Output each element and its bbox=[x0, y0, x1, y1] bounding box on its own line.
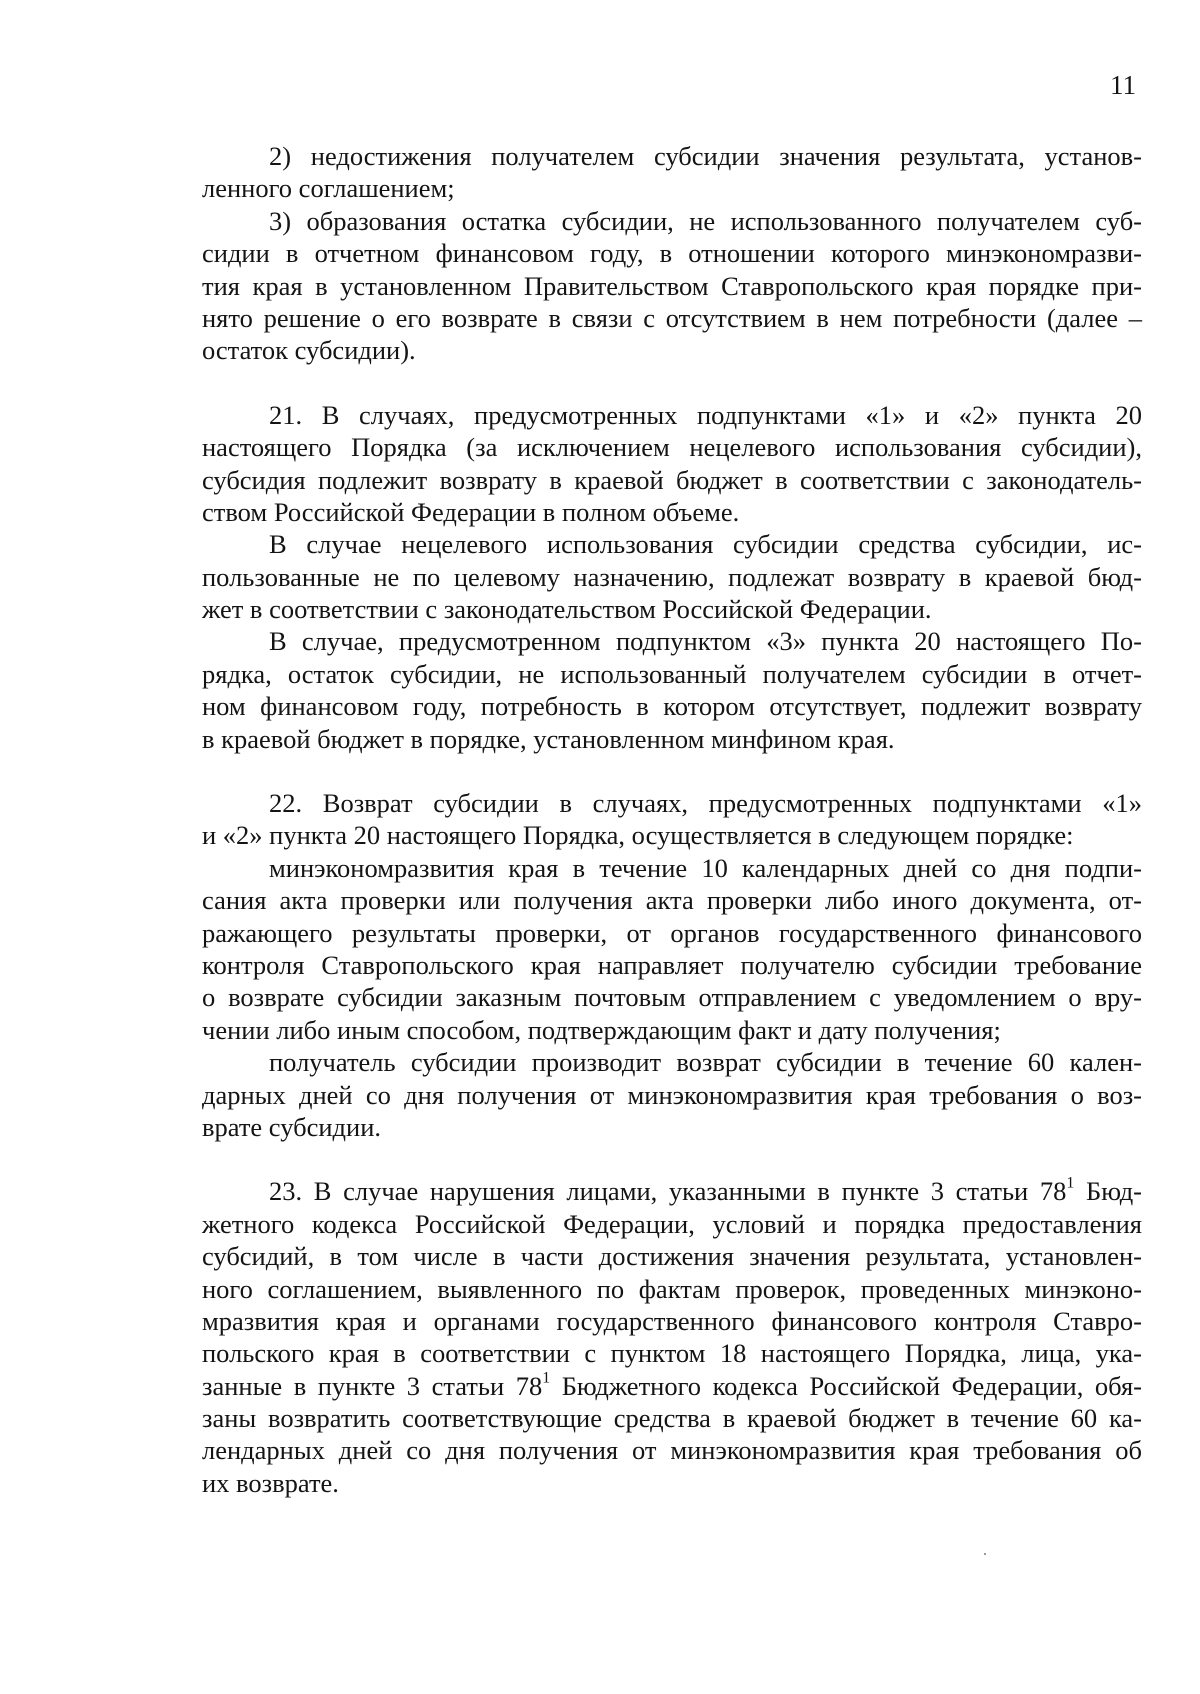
text-line: В случае, предусмотренном подпунктом «3» пункта 20 настоящего По- bbox=[269, 626, 1142, 657]
text-line: пользованные не по целевому назначению, подлежат возврату в краевой бюд- bbox=[202, 561, 1142, 592]
text-line: нято решение о его возврате в связи с отсутствием в нем потребности (далее – bbox=[202, 302, 1142, 333]
text-line: 21. В случаях, предусмотренных подпунктами «1» и «2» пункта 20 bbox=[269, 399, 1142, 430]
text-line: 23. В случае нарушения лицами, указанными в пункте 3 статьи $78^1$ Бюд- bbox=[269, 1174, 1142, 1207]
paragraph-gap bbox=[202, 367, 1142, 399]
text-line: их возврате. bbox=[202, 1467, 339, 1498]
text-line: занные в пункте 3 статьи $78^1$ Бюджетного кодекса Российской Федерации, обя- bbox=[202, 1368, 1142, 1401]
paragraph-item-3 bbox=[202, 205, 1142, 367]
paragraph-clause-21 bbox=[202, 399, 1142, 529]
text-line: ражающего результаты проверки, от органов государственного финансового bbox=[202, 917, 1142, 948]
paragraph-clause-21-remainder bbox=[202, 625, 1142, 755]
text-line: и «2» пункта 20 настоящего Порядка, осуществляется в следующем порядке: bbox=[202, 820, 1074, 851]
text-line: дарных дней со дня получения от минэкономразвития края требования о воз- bbox=[202, 1079, 1142, 1110]
page-number: 11 bbox=[1110, 70, 1136, 100]
paragraph-gap bbox=[202, 1143, 1142, 1175]
paragraph-gap bbox=[202, 755, 1142, 787]
scan-speck bbox=[984, 1553, 986, 1555]
paragraph-clause-22 bbox=[202, 787, 1142, 852]
text-line: польского края в соответствии с пунктом 18 настоящего Порядка, лица, ука- bbox=[202, 1338, 1142, 1369]
text-line: В случае нецелевого использования субсидии средства субсидии, ис- bbox=[269, 529, 1142, 560]
text-line: врате субсидии. bbox=[202, 1111, 382, 1142]
paragraph-clause-22-recipient bbox=[202, 1046, 1142, 1143]
text-line: 2) недостижения получателем субсидии значения результата, установ- bbox=[269, 141, 1142, 171]
text-line: ством Российской Федерации в полном объеме. bbox=[202, 496, 740, 527]
text-line: субсидия подлежит возврату в краевой бюджет в соответствии с законодатель- bbox=[202, 464, 1142, 495]
text-line: остаток субсидии). bbox=[202, 335, 416, 366]
document-body bbox=[202, 140, 1142, 1499]
text-line: ленного соглашением; bbox=[202, 173, 455, 204]
text-line: контроля Ставропольского края направляет получателю субсидии требование bbox=[202, 949, 1142, 980]
text-line: тия края в установленном Правительством Ставропольского края порядке при- bbox=[202, 270, 1142, 301]
paragraph-clause-21-misuse bbox=[202, 528, 1142, 625]
text-line: субсидий, в том числе в части достижения значения результата, установлен- bbox=[202, 1241, 1142, 1272]
text-line: сидии в отчетном финансовом году, в отношении которого минэкономразви- bbox=[202, 238, 1142, 269]
text-line: мразвития края и органами государственного финансового контроля Ставро- bbox=[202, 1305, 1142, 1336]
text-line: чении либо иным способом, подтверждающим факт и дату получения; bbox=[202, 1014, 1001, 1045]
text-line: 22. Возврат субсидии в случаях, предусмотренных подпунктами «1» bbox=[269, 788, 1142, 819]
text-line: рядка, остаток субсидии, не использованный получателем субсидии в отчет- bbox=[202, 658, 1142, 689]
paragraph-item-2 bbox=[202, 140, 1142, 205]
text-line: получатель субсидии производит возврат субсидии в течение 60 кален- bbox=[269, 1047, 1142, 1078]
text-line: 3) образования остатка субсидии, не использованного получателем суб- bbox=[269, 205, 1142, 236]
text-line: жет в соответствии с законодательством Российской Федерации. bbox=[202, 594, 932, 625]
text-line: лендарных дней со дня получения от минэкономразвития края требования об bbox=[202, 1435, 1142, 1466]
text-line: о возврате субсидии заказным почтовым отправлением с уведомлением о вру- bbox=[202, 982, 1142, 1013]
text-line: сания акта проверки или получения акта проверки либо иного документа, от- bbox=[202, 885, 1142, 916]
text-line: заны возвратить соответствующие средства в краевой бюджет в течение 60 ка- bbox=[202, 1403, 1142, 1434]
text-line: минэкономразвития края в течение 10 календарных дней со дня подпи- bbox=[269, 852, 1142, 883]
text-line: ном финансовом году, потребность в котором отсутствует, подлежит возврату bbox=[202, 691, 1142, 722]
paragraph-clause-22-ministry bbox=[202, 852, 1142, 1046]
text-line: ного соглашением, выявленного по фактам проверок, проведенных минэконо- bbox=[202, 1273, 1142, 1304]
text-line: в краевой бюджет в порядке, установленном минфином края. bbox=[202, 723, 895, 754]
text-line: настоящего Порядка (за исключением нецелевого использования субсидии), bbox=[202, 432, 1142, 463]
text-line: жетного кодекса Российской Федерации, условий и порядка предоставления bbox=[202, 1208, 1142, 1239]
paragraph-clause-23 bbox=[202, 1175, 1142, 1499]
